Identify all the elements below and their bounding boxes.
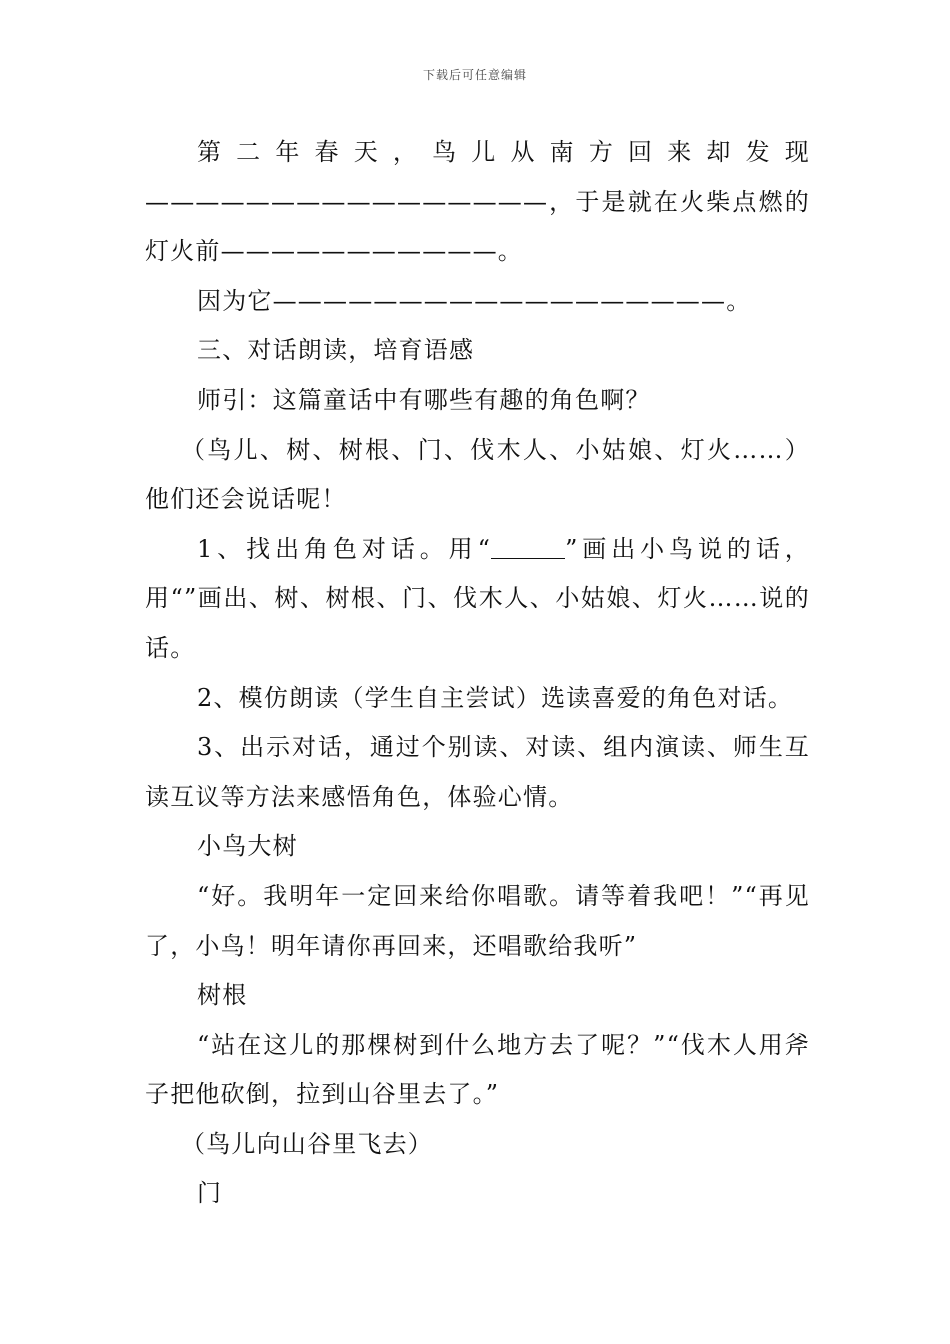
step-1-text-after: ”画出小鸟说的话，用“”画出、树、树根、门、伐木人、小姑娘、灯火……说的话。 [145, 534, 810, 662]
paragraph-spring-return: 第二年春天，鸟儿从南方回来却发现————————————————，于是就在火柴点燃的灯火前———————————。 [145, 138, 810, 266]
document-body [145, 128, 810, 1219]
stage-direction-bird-flies: （鸟儿向山谷里飞去） [181, 1129, 433, 1158]
paragraph-character-list: （鸟儿、树、树根、门、伐木人、小姑娘、灯火……）他们还会说话呢！ [145, 435, 810, 514]
dialogue-root: “站在这儿的那棵树到什么地方去了呢？”“伐木人用斧子把他砍倒，拉到山谷里去了。” [145, 1030, 810, 1109]
dialogue-bird-tree: “好。我明年一定回来给你唱歌。请等着我吧！”“再见了，小鸟！明年请你再回来，还唱歌给我听” [145, 881, 810, 960]
paragraph-teacher-prompt: 师引：这篇童话中有哪些有趣的角色啊？ [197, 385, 651, 414]
page-header: 下载后可任意编辑 [422, 68, 527, 82]
section-heading-dialogue-reading: 三、对话朗读，培育语感 [197, 336, 475, 365]
paragraph-because: 因为它——————————————————。 [197, 286, 752, 315]
dialogue-roles-bird-tree: 小鸟大树 [197, 832, 298, 861]
dialogue-role-root: 树根 [197, 981, 248, 1010]
paragraph-step-2: 2、模仿朗读（学生自主尝试）选读喜爱的角色对话。 [197, 683, 794, 712]
paragraph-step-1 [145, 525, 810, 674]
paragraph-step-3: 3、出示对话，通过个别读、对读、组内演读、师生互读互议等方法来感悟角色，体验心情。 [145, 733, 810, 811]
underline-blank-mark [491, 534, 565, 559]
step-1-text-before: 1、找出角色对话。用“ [197, 534, 492, 563]
dialogue-role-door: 门 [197, 1179, 223, 1208]
